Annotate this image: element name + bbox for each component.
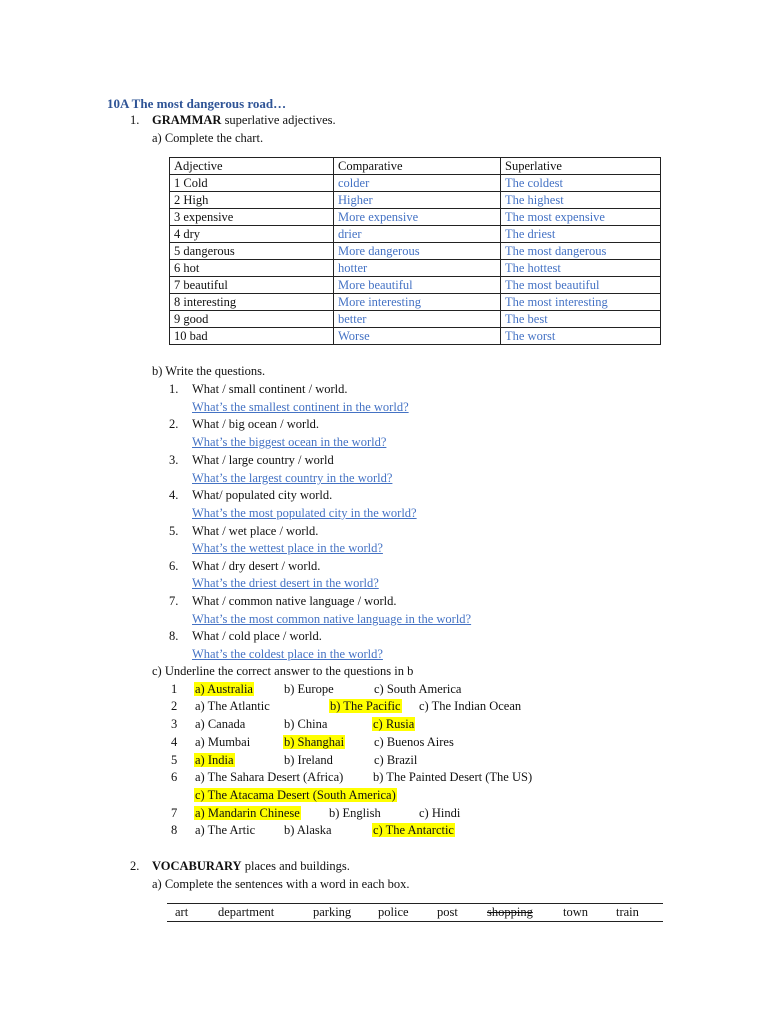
answer-option-c: c) Buenos Aires [374,735,454,749]
question-answer: What’s the smallest continent in the world? [192,400,409,414]
answer-number: 7 [171,806,178,820]
chart-header-superlative: Superlative [501,158,661,175]
answer-number: 6 [171,770,178,784]
chart-cell-comparative: colder [334,175,501,192]
section1-number: 1. [130,113,140,127]
answer-option-a [194,753,235,768]
answer-option-c: c) Brazil [374,753,418,767]
answer-option-c [194,788,397,803]
section2-number: 2. [130,859,140,873]
answer-option-b: b) English [329,806,381,820]
answer-option-text: b) The Pacific [330,699,401,713]
chart-cell-superlative: The highest [501,192,661,209]
word-box-item: police [378,905,409,919]
answer-option-a: a) The Atlantic [195,699,270,713]
answer-option-b: b) Europe [284,682,334,696]
answer-number: 2 [171,699,178,713]
word-box [167,903,663,922]
question-number: 8. [169,629,179,643]
chart-cell-comparative: better [334,311,501,328]
question-answer: What’s the wettest place in the world? [192,541,383,555]
chart-cell-superlative: The hottest [501,260,661,277]
chart-cell-superlative: The most beautiful [501,277,661,294]
answer-option-text: a) India [195,753,234,767]
section2-heading [152,859,350,874]
chart-cell-adjective: 9 good [170,311,334,328]
question-answer: What’s the driest desert in the world? [192,576,379,590]
word-box-item: post [437,905,458,919]
word-box-item: art [175,905,189,919]
chart-cell-comparative: Worse [334,328,501,345]
section2-heading-rest: places and buildings. [241,859,350,873]
chart-cell-adjective: 5 dangerous [170,243,334,260]
question-prompt: What/ populated city world. [192,488,333,502]
answer-option-text: c) Rusia [373,717,415,731]
answer-number: 4 [171,735,178,749]
answer-option-text: c) The Atacama Desert (South America) [195,788,396,802]
question-prompt: What / cold place / world. [192,629,322,643]
chart-cell-superlative: The coldest [501,175,661,192]
chart-cell-superlative: The worst [501,328,661,345]
question-answer: What’s the most populated city in the world? [192,506,417,520]
question-number: 7. [169,594,179,608]
part-a-instruction: a) Complete the chart. [152,131,264,145]
answer-option-b [329,699,402,714]
chart-cell-adjective: 2 High [170,192,334,209]
chart-header-comparative: Comparative [334,158,501,175]
answer-option-a: a) The Sahara Desert (Africa) [195,770,344,784]
chart-cell-adjective: 4 dry [170,226,334,243]
answer-option-c [372,717,415,732]
question-number: 2. [169,417,179,431]
section1-heading-rest: superlative adjectives. [221,113,336,127]
answer-number: 8 [171,823,178,837]
chart-cell-comparative: More beautiful [334,277,501,294]
chart-cell-adjective: 1 Cold [170,175,334,192]
question-answer: What’s the coldest place in the world? [192,647,383,661]
chart-cell-adjective: 8 interesting [170,294,334,311]
question-number: 6. [169,559,179,573]
chart-cell-comparative: More expensive [334,209,501,226]
answer-option-text: a) Mandarin Chinese [195,806,300,820]
answer-option-text: b) Shanghai [284,735,345,749]
chart-row [170,277,661,294]
answer-option-c: c) Hindi [419,806,461,820]
chart-cell-superlative: The best [501,311,661,328]
question-number: 3. [169,453,179,467]
chart-row [170,311,661,328]
chart-cell-superlative: The driest [501,226,661,243]
chart-cell-superlative: The most interesting [501,294,661,311]
chart-row [170,243,661,260]
chart-cell-adjective: 7 beautiful [170,277,334,294]
question-prompt: What / dry desert / world. [192,559,321,573]
answer-number: 5 [171,753,178,767]
chart-cell-comparative: More interesting [334,294,501,311]
question-prompt: What / wet place / world. [192,524,319,538]
superlative-chart [169,157,661,345]
chart-cell-superlative: The most expensive [501,209,661,226]
chart-header-row [170,158,661,175]
answer-number: 3 [171,717,178,731]
word-box-item: train [616,905,639,919]
chart-row [170,328,661,345]
question-prompt: What / small continent / world. [192,382,348,396]
question-answer: What’s the largest country in the world? [192,471,393,485]
answer-option-b: b) The Painted Desert (The US) [373,770,533,784]
part-b-instruction: b) Write the questions. [152,364,266,378]
chart-row [170,260,661,277]
chart-header-adjective: Adjective [170,158,334,175]
answer-option-text: a) Australia [195,682,253,696]
chart-cell-adjective: 10 bad [170,328,334,345]
answer-option-a: a) The Artic [195,823,256,837]
chart-row [170,294,661,311]
chart-row [170,209,661,226]
chart-cell-superlative: The most dangerous [501,243,661,260]
answer-option-b: b) Alaska [284,823,332,837]
chart-cell-adjective: 6 hot [170,260,334,277]
answer-option-a [194,806,301,821]
chart-row [170,226,661,243]
chart-row [170,175,661,192]
question-prompt: What / common native language / world. [192,594,397,608]
chart-cell-comparative: hotter [334,260,501,277]
section1-heading-bold: GRAMMAR [152,113,222,127]
answer-option-c: c) South America [374,682,462,696]
word-box-item: town [563,905,588,919]
question-prompt: What / big ocean / world. [192,417,320,431]
answer-option-text: c) The Antarctic [373,823,454,837]
answer-option-c [372,823,455,838]
answer-option-a [194,682,254,697]
word-box-item-used: shopping [487,905,533,919]
question-prompt: What / large country / world [192,453,334,467]
answer-option-b [283,735,345,750]
question-answer: What’s the biggest ocean in the world? [192,435,387,449]
word-box-item: parking [313,905,352,919]
section2-heading-bold: VOCABURARY [152,859,242,873]
section1-heading [152,113,336,128]
chart-cell-comparative: More dangerous [334,243,501,260]
question-number: 5. [169,524,179,538]
question-answer: What’s the most common native language in the world? [192,612,472,626]
section2-part-a-instruction: a) Complete the sentences with a word in each box. [152,877,410,891]
chart-cell-comparative: drier [334,226,501,243]
answer-number: 1 [171,682,178,696]
part-c-instruction: c) Underline the correct answer to the questions in b [152,664,414,678]
answer-option-b: b) Ireland [284,753,333,767]
answer-option-a: a) Mumbai [195,735,251,749]
word-box-item: department [218,905,275,919]
chart-cell-comparative: Higher [334,192,501,209]
question-number: 4. [169,488,179,502]
chart-cell-adjective: 3 expensive [170,209,334,226]
answer-option-b: b) China [284,717,328,731]
worksheet-title: 10A The most dangerous road… [107,96,287,111]
answer-option-c: c) The Indian Ocean [419,699,522,713]
question-number: 1. [169,382,179,396]
answer-option-a: a) Canada [195,717,246,731]
chart-row [170,192,661,209]
